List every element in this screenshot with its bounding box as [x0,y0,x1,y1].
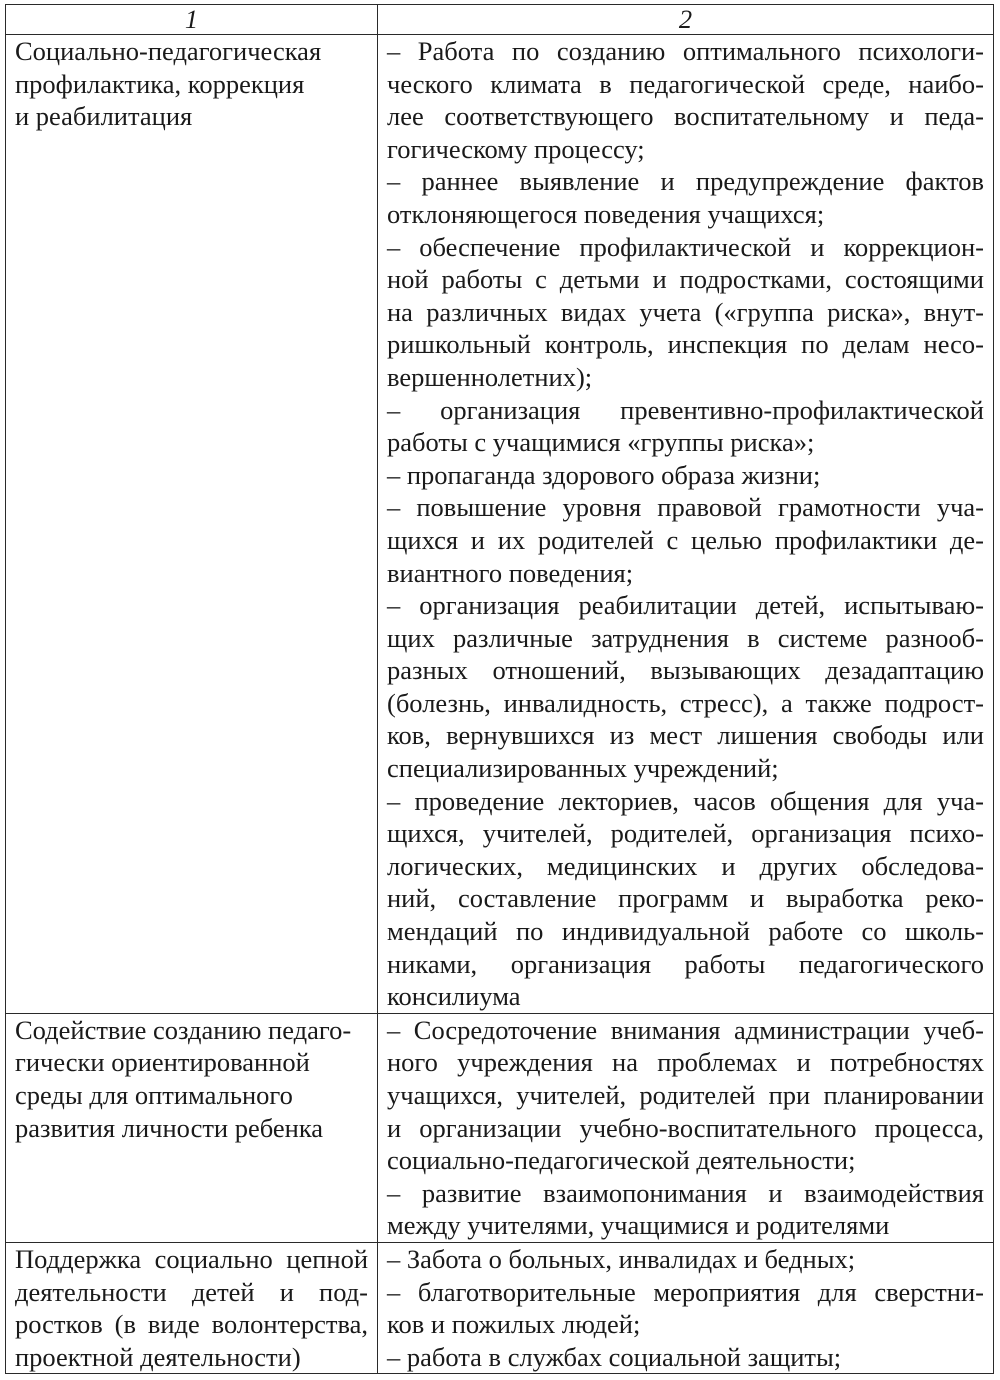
row-3-category [6,1242,378,1373]
table-row [6,35,994,1014]
cell-line: деятельности детей и под- [15,1276,368,1307]
cell-line: Социально-педагогическая [15,36,322,66]
cell-line: щихся и их родителей с целью профилактики де- [387,524,984,555]
cell-line: – работа в службах социальной защиты; [387,1341,842,1372]
cell-line: – проведение лекториев, часов общения для уча- [387,785,984,816]
cell-line: логических, медицинских и других обследова- [387,850,984,881]
cell-line: ришкольный контроль, инспекция по делам несо- [387,329,984,360]
cell-line: Содействие созданию педаго- [15,1014,352,1045]
cell-line: – раннее выявление и предупреждение фактов [387,166,984,197]
cell-line: ной работы с детьми и подростками, состоящими [387,264,984,295]
cell-line: среды для оптимального [15,1080,293,1110]
cell-line: – обеспечение профилактической и коррекцион- [387,231,984,262]
row-2-description [378,1013,994,1242]
cell-line: ний, составление программ и выработка реко- [387,883,984,914]
cell-line: вершеннолетних); [387,361,593,392]
cell-line: никами, организация работы педагогического [387,948,984,979]
cell-line: ростков (в виде волонтерства, [15,1309,368,1340]
cell-line: развития личности ребенка [15,1112,324,1143]
cell-line: – Забота о больных, инвалидах и бедных; [387,1243,856,1274]
cell-line: – благотворительные мероприятия для сверстни- [387,1276,984,1307]
cell-line: отклоняющегося поведения учащихся; [387,198,825,229]
cell-line: консилиума [387,981,521,1012]
cell-line: работы с учащимися «группы риска»; [387,427,815,458]
cell-line: ков, вернувшихся из мест лишения свободы или [387,720,984,751]
row-3-description [378,1242,994,1373]
cell-line: и реабилитация [15,101,193,132]
cell-line: (болезнь, инвалидность, стресс), а также подрост- [387,687,984,718]
row-2-category [6,1013,378,1242]
cell-line: – повышение уровня правовой грамотности уча- [387,492,984,523]
row-1-category [6,35,378,1014]
cell-line: ческого климата в педагогической среде, наибо- [387,68,984,99]
cell-line: мендаций по индивидуальной работе со школь- [387,916,984,947]
cell-line: ков и пожилых людей; [387,1309,641,1340]
cell-line: специализированных учреждений; [387,753,779,784]
cell-line: – развитие взаимопонимания и взаимодействия [387,1177,984,1208]
cell-line: лее соответствующего воспитательному и педа- [387,101,984,132]
cell-line: между учителями, учащимися и родителями [387,1210,890,1241]
table-row [6,1013,994,1242]
cell-line: профилактика, коррекция [15,68,305,99]
cell-line: – пропаганда здорового образа жизни; [387,459,821,490]
cell-line: – Сосредоточение внимания администрации учеб- [387,1014,984,1045]
cell-line: щих различные затруднения в системе разнооб- [387,622,984,653]
column-header-2: 2 [378,5,994,35]
cell-line: и организации учебно-воспитательного процесса, [387,1112,984,1143]
cell-line: – организация превентивно-профилактической [387,394,984,425]
cell-line: Поддержка социально цепной [15,1243,368,1274]
cell-line: – Работа по созданию оптимального психологи- [387,36,984,66]
cell-line: проектной деятельности) [15,1341,301,1372]
cell-line: гогическому процессу; [387,133,645,164]
cell-line: разных отношений, вызывающих дезадаптацию [387,655,984,686]
cell-line: гически ориентированной [15,1047,310,1078]
column-header-1: 1 [6,5,378,35]
cell-line: социально-педагогической деятельности; [387,1145,856,1176]
cell-line: виантного поведения; [387,557,634,588]
cell-line: ного учреждения на проблемах и потребностях [387,1047,984,1078]
table-header-row [6,5,994,35]
document-table [5,4,994,1374]
cell-line: – организация реабилитации детей, испытываю- [387,590,984,621]
row-1-description [378,35,994,1014]
table-row [6,1242,994,1373]
cell-line: учащихся, учителей, родителей при планировании [387,1080,984,1110]
cell-line: на различных видах учета («группа риска», внут- [387,296,984,327]
cell-line: щихся, учителей, родителей, организация психо- [387,818,984,849]
